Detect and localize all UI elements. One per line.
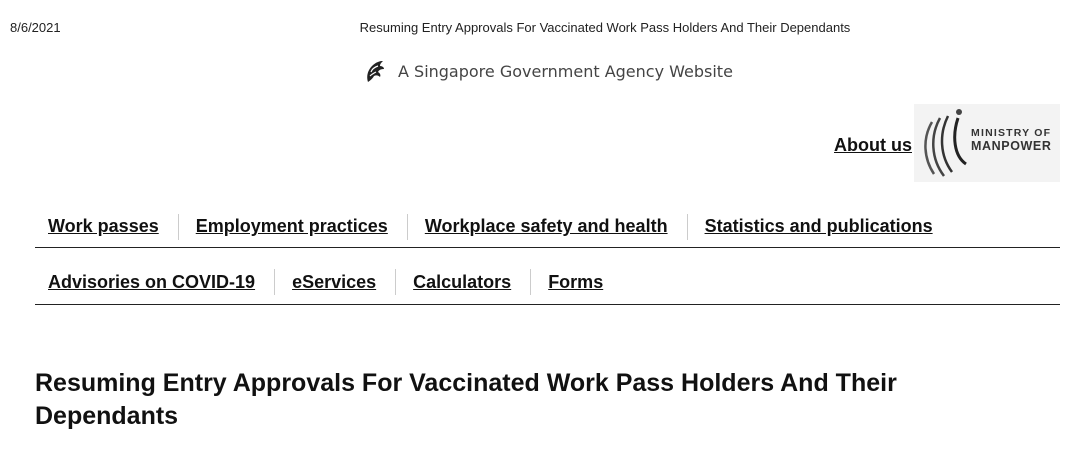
nav-advisories-covid[interactable]: Advisories on COVID-19	[48, 271, 256, 292]
nav-employment-practices[interactable]: Employment practices	[195, 216, 388, 236]
print-date: 8/6/2021	[10, 20, 61, 35]
print-page-title: Resuming Entry Approvals For Vaccinated Work Pass Holders And Their Dependants	[359, 20, 851, 35]
secondary-nav	[35, 260, 1060, 305]
primary-nav	[35, 206, 1060, 248]
agency-banner[interactable]	[362, 58, 733, 84]
merlion-lion-icon	[362, 58, 386, 84]
nav-work-passes[interactable]: Work passes	[48, 216, 159, 236]
nav-divider	[407, 214, 408, 240]
nav-divider	[274, 269, 275, 295]
logo-line-2: MANPOWER	[971, 139, 1052, 153]
nav-forms[interactable]: Forms	[548, 271, 604, 292]
nav-workplace-safety[interactable]: Workplace safety and health	[424, 216, 668, 236]
logo-line-1: MINISTRY OF	[971, 127, 1052, 139]
nav-calculators[interactable]: Calculators	[413, 271, 512, 292]
nav-divider	[178, 214, 179, 240]
page-title: Resuming Entry Approvals For Vaccinated Work Pass Holders And Their Dependants	[35, 369, 897, 430]
manpower-figure-icon	[914, 104, 974, 182]
about-us-link[interactable]: About us	[834, 135, 912, 155]
nav-eservices[interactable]: eServices	[292, 271, 377, 292]
nav-statistics-publications[interactable]: Statistics and publications	[704, 216, 933, 236]
nav-divider	[530, 269, 531, 295]
nav-divider	[395, 269, 396, 295]
ministry-of-manpower-logo[interactable]	[914, 104, 1060, 182]
agency-banner-text: A Singapore Government Agency Website	[398, 61, 733, 81]
nav-divider	[687, 214, 688, 240]
logo-wordmark	[971, 127, 1052, 153]
